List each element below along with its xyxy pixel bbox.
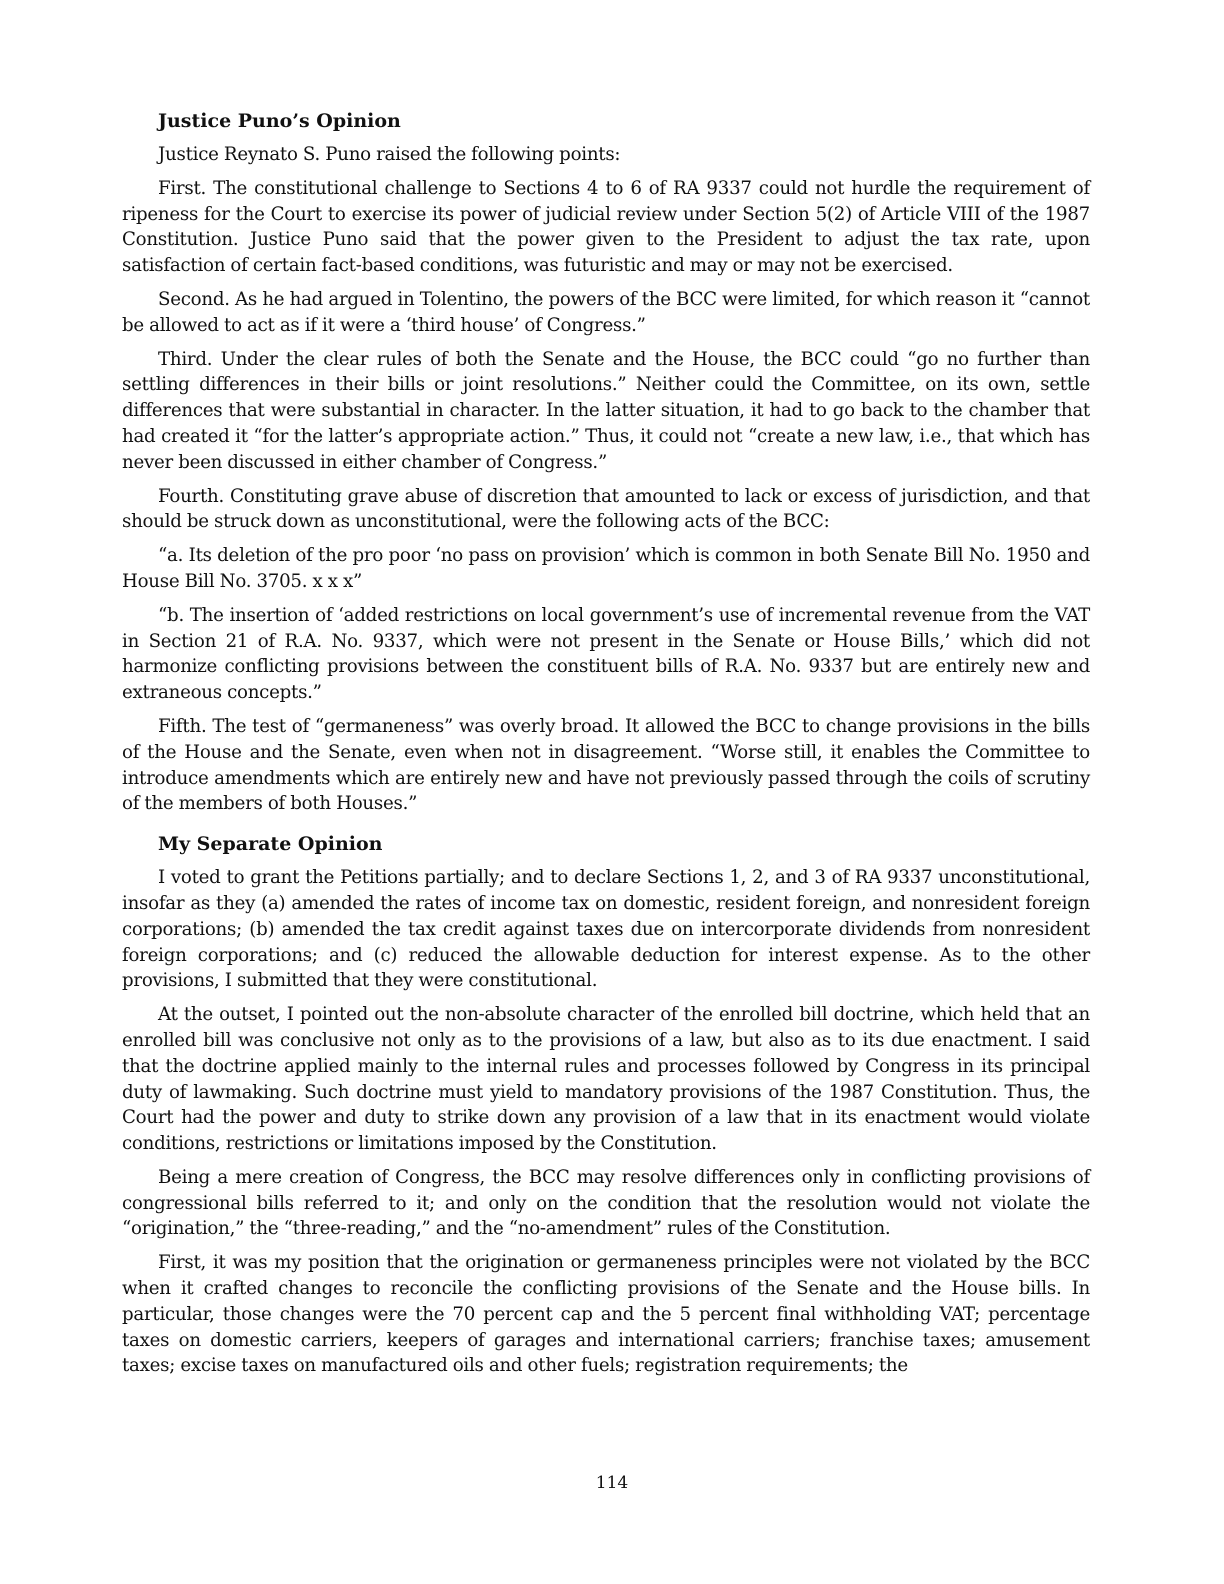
paragraph: “b. The insertion of ‘added restrictions on local government’s use of incremental revenue from the VAT in Section 21 of R.A. No. 9337, which were not present in the Senate or House Bills,’ which did not harmonize conflicting provisions between the constituent bills of R.A. No. 9337 but are entirely new and extraneous concepts.” [122, 604, 1090, 704]
paragraph: Fourth. Constituting grave abuse of discretion that amounted to lack or excess of jurisdiction, and that should be struck down as unconstitutional, were the following acts of the BCC: [122, 485, 1090, 533]
paragraph: Fifth. The test of “germaneness” was overly broad. It allowed the BCC to change provisions in the bills of the House and the Senate, even when not in disagreement. “Worse still, it enables the Committee to introduce amendments which are entirely new and have not previously passed through the coils of scrutiny of the members of both Houses.” [122, 715, 1090, 815]
page-number: 114 [595, 1473, 629, 1493]
paragraph: Justice Reynato S. Puno raised the following points: [158, 144, 621, 165]
section-heading-separate-opinion: My Separate Opinion [158, 833, 383, 856]
paragraph: First, it was my position that the origination or germaneness principles were not violated by the BCC when it crafted changes to reconcile the conflicting provisions of the Senate and the House bills. In particular, those changes were the 70 percent cap and the 5 percent final withholding VAT; percentage taxes on domestic carriers, keepers of garages and international carriers; franchise taxes; amusement taxes; excise taxes on manufactured oils and other fuels; registration requirements; the [122, 1252, 1090, 1377]
paragraph: “a. Its deletion of the pro poor ‘no pass on provision’ which is common in both Senate Bill No. 1950 and House Bill No. 3705. x x x” [122, 545, 1090, 592]
paragraph: At the outset, I pointed out the non-absolute character of the enrolled bill doctrine, which held that an enrolled bill was conclusive not only as to the provisions of a law, but also as to its due enactment. I said that the doctrine applied mainly to the internal rules and processes followed by Congress in its principal duty of lawmaking. Such doctrine must yield to mandatory provisions of the 1987 Constitution. Thus, the Court had the power and duty to strike down any provision of a law that in its enactment would violate conditions, restrictions or limitations imposed by the Constitution. [122, 1004, 1090, 1155]
document-page [122, 108, 1090, 1387]
paragraph: Third. Under the clear rules of both the Senate and the House, the BCC could “go no further than settling differences in their bills or joint resolutions.” Neither could the Committee, on its own, settle differences that were substantial in character. In the latter situation, it had to go back to the chamber that had created it “for the latter’s appropriate action.” Thus, it could not “create a new law, i.e., that which has never been discussed in either chamber of Congress.” [122, 348, 1090, 473]
paragraph: I voted to grant the Petitions partially; and to declare Sections 1, 2, and 3 of RA 9337 unconstitutional, insofar as they (a) amended the rates of income tax on domestic, resident foreign, and nonresident foreign corporations; (b) amended the tax credit against taxes due on intercorporate dividends from nonresident foreign corporations; and (c) reduced the allowable deduction for interest expense. As to the other provisions, I submitted that they were constitutional. [122, 867, 1090, 992]
paragraph: First. The constitutional challenge to Sections 4 to 6 of RA 9337 could not hurdle the requirement of ripeness for the Court to exercise its power of judicial review under Section 5(2) of Article VIII of the 1987 Constitution. Justice Puno said that the power given to the President to adjust the tax rate, upon satisfaction of certain fact-based conditions, was futuristic and may or may not be exercised. [122, 177, 1090, 277]
paragraph: Second. As he had argued in Tolentino, the powers of the BCC were limited, for which reason it “cannot be allowed to act as if it were a ‘third house’ of Congress.” [122, 288, 1090, 336]
section-heading-puno: Justice Puno’s Opinion [158, 110, 401, 132]
paragraph: Being a mere creation of Congress, the BCC may resolve differences only in conflicting provisions of congressional bills referred to it; and only on the condition that the resolution would not violate the “origination,” the “three-reading,” and the “no-amendment” rules of the Constitution. [122, 1166, 1090, 1240]
